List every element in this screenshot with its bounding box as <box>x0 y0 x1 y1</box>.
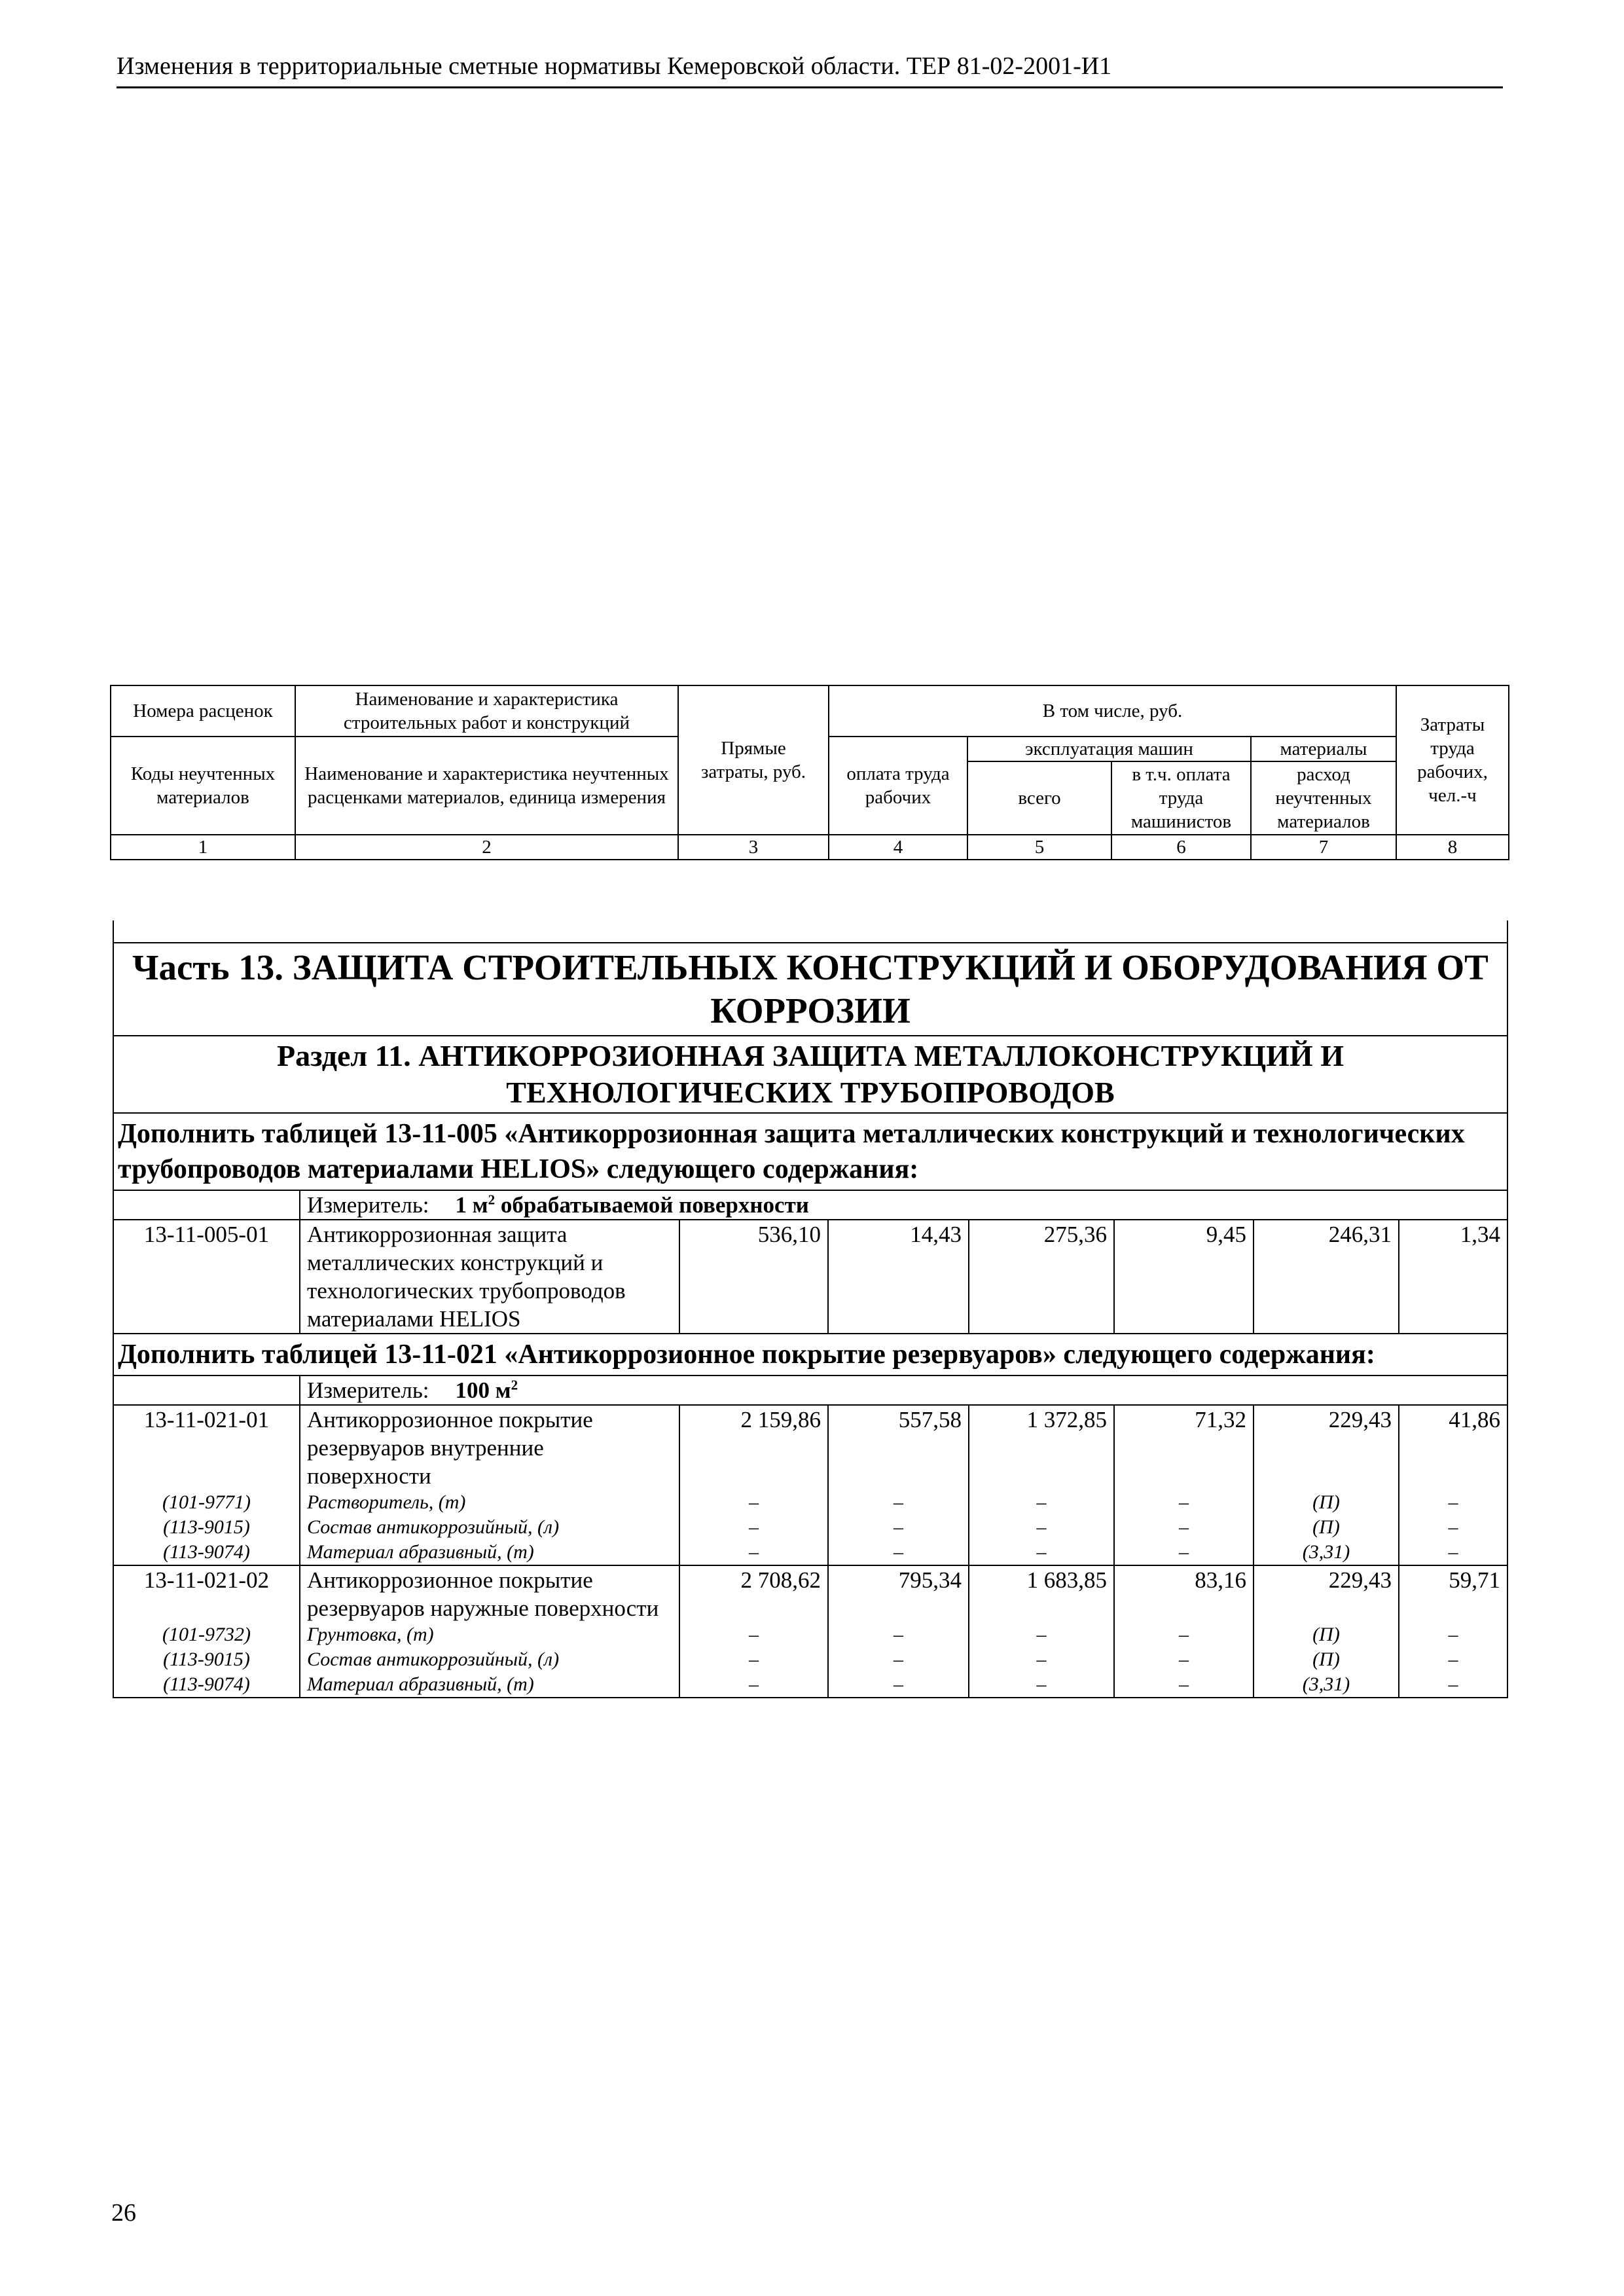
material-code: (113-9074) <box>113 1540 300 1565</box>
material-qty: (П) <box>1254 1647 1399 1672</box>
dash: – <box>1399 1622 1507 1647</box>
dash: – <box>828 1622 969 1647</box>
col-number: 6 <box>1111 835 1251 860</box>
material-name: Грунтовка, (т) <box>300 1622 679 1647</box>
dash: – <box>679 1540 828 1565</box>
material-row <box>113 1647 1507 1672</box>
table-spacer <box>113 920 1507 943</box>
header-direct-costs: Прямые затраты, руб. <box>678 685 829 835</box>
header-rate-numbers: Номера расценок <box>111 685 295 737</box>
header-number-row <box>111 835 1509 860</box>
direct-costs: 536,10 <box>679 1220 828 1334</box>
section-title: Раздел 11. АНТИКОРРОЗИОННАЯ ЗАЩИТА МЕТАЛЛОКОНСТРУКЦИЙ И ТЕХНОЛОГИЧЕСКИХ ТРУБОПРОВОДОВ <box>113 1036 1507 1113</box>
meter-label: Измеритель: <box>307 1192 429 1218</box>
material-row <box>113 1622 1507 1647</box>
material-code: (101-9732) <box>113 1622 300 1647</box>
material-code: (113-9015) <box>113 1647 300 1672</box>
dash: – <box>679 1515 828 1540</box>
labor-hours: 59,71 <box>1399 1565 1507 1622</box>
rate-code: 13-11-021-02 <box>113 1565 300 1622</box>
dash: – <box>1114 1622 1254 1647</box>
header-machines: эксплуатация машин <box>967 737 1251 761</box>
material-qty: (П) <box>1254 1622 1399 1647</box>
labor-hours: 41,86 <box>1399 1405 1507 1490</box>
material-name: Материал абразивный, (т) <box>300 1540 679 1565</box>
rates-table <box>113 920 1508 1698</box>
dash: – <box>828 1515 969 1540</box>
material-qty: (3,31) <box>1254 1672 1399 1698</box>
column-header-table <box>110 685 1509 860</box>
header-including: В том числе, руб. <box>829 685 1396 737</box>
meter-value: 100 $м^2$ <box>455 1377 518 1403</box>
col-number: 2 <box>295 835 678 860</box>
labor-pay: 557,58 <box>828 1405 969 1490</box>
dash: – <box>1399 1647 1507 1672</box>
dash: – <box>969 1515 1114 1540</box>
rate-code: 13-11-005-01 <box>113 1220 300 1334</box>
header-labor-pay: оплата труда рабочих <box>829 737 967 835</box>
header-machines-total: всего <box>967 761 1111 835</box>
material-name: Растворитель, (т) <box>300 1490 679 1515</box>
dash: – <box>679 1672 828 1698</box>
document-header: Изменения в территориальные сметные нормативы Кемеровской области. ТЕР 81-02-2001-И1 <box>117 51 1503 88</box>
machinists-pay: 83,16 <box>1114 1565 1254 1622</box>
table-row <box>113 1220 1507 1334</box>
header-material-name: Наименование и характеристика неучтенных расценками материалов, единица измерения <box>295 737 678 835</box>
col-number: 4 <box>829 835 967 860</box>
rate-name: Антикоррозионное покрытие резервуаров наружные поверхности <box>300 1565 679 1622</box>
dash: – <box>679 1490 828 1515</box>
dash: – <box>1399 1515 1507 1540</box>
material-name: Состав антикоррозийный, (л) <box>300 1647 679 1672</box>
meter-row <box>300 1376 1507 1405</box>
dash: – <box>969 1490 1114 1515</box>
material-row <box>113 1540 1507 1565</box>
dash: – <box>1114 1647 1254 1672</box>
dash: – <box>679 1622 828 1647</box>
materials-cost: 246,31 <box>1254 1220 1399 1334</box>
header-unaccounted-materials: расход неучтенных материалов <box>1251 761 1396 835</box>
dash: – <box>1114 1540 1254 1565</box>
material-row <box>113 1672 1507 1698</box>
dash: – <box>969 1622 1114 1647</box>
col-number: 5 <box>967 835 1111 860</box>
material-code: (113-9015) <box>113 1515 300 1540</box>
header-machinists-pay: в т.ч. оплата труда машинистов <box>1111 761 1251 835</box>
dash: – <box>1114 1672 1254 1698</box>
material-qty: (П) <box>1254 1515 1399 1540</box>
materials-cost: 229,43 <box>1254 1405 1399 1490</box>
material-name: Состав антикоррозийный, (л) <box>300 1515 679 1540</box>
machinists-pay: 9,45 <box>1114 1220 1254 1334</box>
dash: – <box>1114 1490 1254 1515</box>
page-number: 26 <box>111 2199 136 2227</box>
table-row <box>113 1405 1507 1490</box>
header-materials: материалы <box>1251 737 1396 761</box>
rate-code: 13-11-021-01 <box>113 1405 300 1490</box>
col-number: 8 <box>1396 835 1509 860</box>
machines-total: 1 683,85 <box>969 1565 1114 1622</box>
meter-label: Измеритель: <box>307 1377 429 1403</box>
dash: – <box>1399 1540 1507 1565</box>
add-table-instruction: Дополнить таблицей 13-11-005 «Антикоррозионная защита металлических конструкций и технологических трубопроводов материалами HELIOS» следующего содержания: <box>113 1113 1507 1190</box>
material-name: Материал абразивный, (т) <box>300 1672 679 1698</box>
col-number: 1 <box>111 835 295 860</box>
dash: – <box>969 1647 1114 1672</box>
direct-costs: 2 159,86 <box>679 1405 828 1490</box>
dash: – <box>679 1647 828 1672</box>
table-row <box>113 1565 1507 1622</box>
machinists-pay: 71,32 <box>1114 1405 1254 1490</box>
add-table-instruction: Дополнить таблицей 13-11-021 «Антикоррозионное покрытие резервуаров» следующего содержания: <box>113 1334 1507 1376</box>
dash: – <box>1399 1672 1507 1698</box>
machines-total: 275,36 <box>969 1220 1114 1334</box>
dash: – <box>1399 1490 1507 1515</box>
materials-cost: 229,43 <box>1254 1565 1399 1622</box>
meter-row <box>300 1190 1507 1220</box>
machines-total: 1 372,85 <box>969 1405 1114 1490</box>
header-labor-hours: Затраты труда рабочих, чел.-ч <box>1396 685 1509 835</box>
direct-costs: 2 708,62 <box>679 1565 828 1622</box>
rate-name: Антикоррозионное покрытие резервуаров внутренние поверхности <box>300 1405 679 1490</box>
dash: – <box>828 1672 969 1698</box>
dash: – <box>828 1647 969 1672</box>
material-row <box>113 1490 1507 1515</box>
material-qty: (П) <box>1254 1490 1399 1515</box>
part-title: Часть 13. ЗАЩИТА СТРОИТЕЛЬНЫХ КОНСТРУКЦИЙ И ОБОРУДОВАНИЯ ОТ КОРРОЗИИ <box>113 943 1507 1036</box>
col-number: 7 <box>1251 835 1396 860</box>
header-material-codes: Коды неучтенных материалов <box>111 737 295 835</box>
dash: – <box>828 1490 969 1515</box>
meter-value: 1 $м^2$ обрабатываемой поверхности <box>455 1192 809 1218</box>
material-code: (101-9771) <box>113 1490 300 1515</box>
col-number: 3 <box>678 835 829 860</box>
material-code: (113-9074) <box>113 1672 300 1698</box>
labor-pay: 14,43 <box>828 1220 969 1334</box>
dash: – <box>1114 1515 1254 1540</box>
material-qty: (3,31) <box>1254 1540 1399 1565</box>
header-work-name: Наименование и характеристика строительных работ и конструкций <box>295 685 678 737</box>
labor-pay: 795,34 <box>828 1565 969 1622</box>
material-row <box>113 1515 1507 1540</box>
labor-hours: 1,34 <box>1399 1220 1507 1334</box>
dash: – <box>969 1672 1114 1698</box>
dash: – <box>828 1540 969 1565</box>
dash: – <box>969 1540 1114 1565</box>
rate-name: Антикоррозионная защита металлических конструкций и технологических трубопроводов материалами HELIOS <box>300 1220 679 1334</box>
